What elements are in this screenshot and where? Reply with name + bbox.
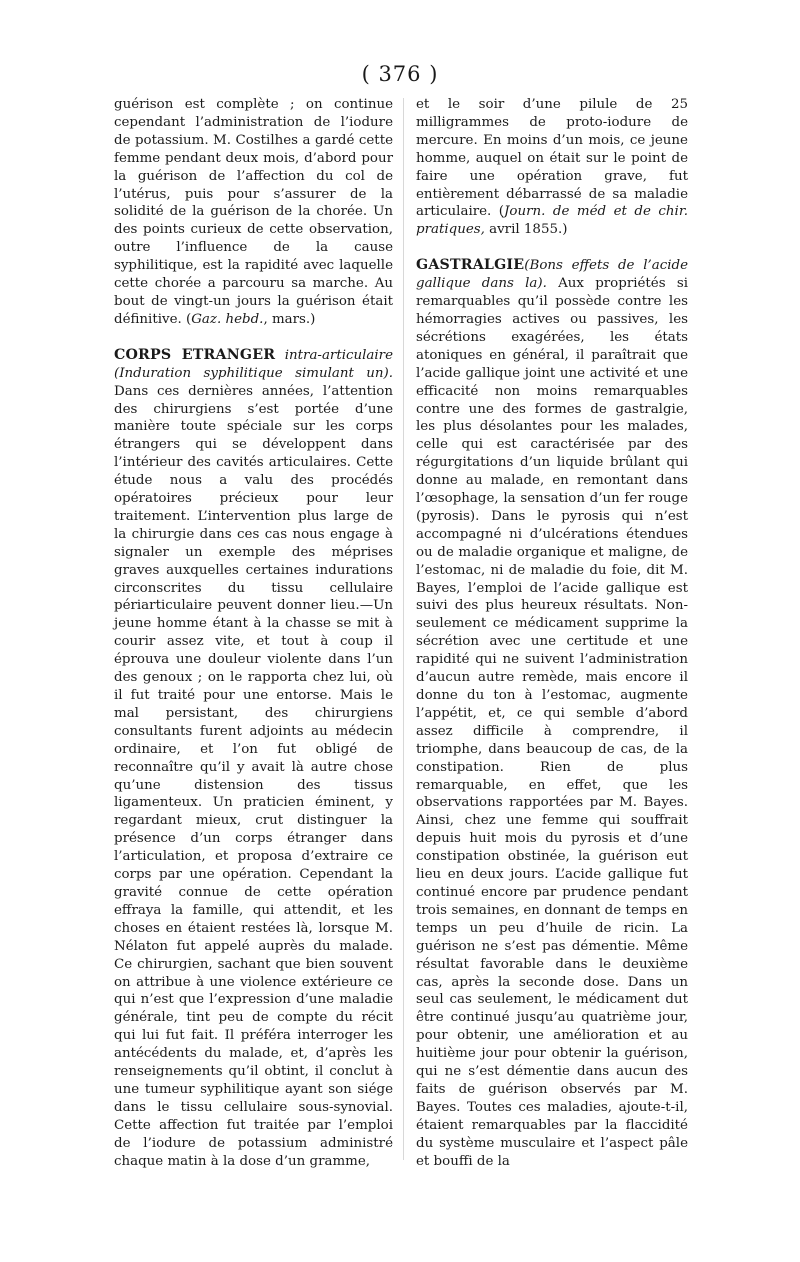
column-separator xyxy=(403,98,404,1160)
left-continuation-tail: , mars.) xyxy=(263,311,316,327)
article-body-corps-etranger: Dans ces dernières années, l’attention des chirurgiens s’est portée d’une manière toute spéciale sur les corps étrangers qui se développent dans l’intérieur des cavités articulaires. Cette étude nous a valu des procédés opératoires précieux pour leur traitement. L’intervention plus large de la chirurgie dans ces cas nous engage à signaler un exemple des méprises graves auxquelles certaines indurations circonscrites du tissu cellulaire périarticulaire peuvent donner lieu.—Un jeune homme étant à la chasse se mit à courir assez vite, et tout à coup il éprouva une douleur violente dans l’un des genoux ; on le rapporta chez lui, où il fut traité pour une entorse. Mais le mal persistant, des chirurgiens consultants furent adjoints au médecin ordinaire, et l’on fut obligé de reconnaître qu’il y avait là autre chose qu’une distension des tissus ligamenteux. Un praticien éminent, y regardant mieux, crut distinguer la présence d’un corps étranger dans l’articulation, et proposa d’extraire ce corps par une opération. Cependant la gravité connue de cette opération effraya la famille, qui attendit, et les choses en étaient restées là, lorsque M. Nélaton fut appelé auprès du malade. Ce chirurgien, sachant que bien souvent on attribue à une violence extérieure ce qui n’est que l’expression d’une maladie générale, tint peu de compte du récit qui lui fut fait. Il préféra interroger les antécédents du malade, et, d’après les renseignements qu’il obtint, il conclut à une tumeur syphilitique ayant son siége dans le tissu cellulaire sous-synovial. Cette affection fut traitée par l’emploi de l’iodure de potassium administré chaque matin à la dose d’un gramme, xyxy=(114,383,393,1169)
left-column xyxy=(114,96,393,1170)
right-continuation-paragraph xyxy=(416,96,688,239)
right-continuation-text: et le soir d’une pilule de 25 milligrammes de proto-iodure de mercure. En moins d’un mois, ce jeune homme, auquel on était sur le point de faire une opération grave, fut entièrement débarrassé de sa maladie articulaire. ( xyxy=(416,97,688,220)
article-subtitle-corps-etranger: intra-articulaire (Induration syphilitique simulant un). xyxy=(114,347,393,381)
article-title-gastralgie: GASTRALGIE xyxy=(416,257,525,274)
right-continuation-source: Journ. de méd et de chir. pratiques, xyxy=(416,204,688,238)
right-column xyxy=(416,96,688,1170)
article-gastralgie xyxy=(416,257,688,1170)
article-title-corps-etranger: CORPS ETRANGER xyxy=(114,346,276,363)
page-number: ( 376 ) xyxy=(361,62,439,86)
article-body-gastralgie: Aux propriétés si remarquables qu’il possède contre les hémorragies actives ou passives, les sécrétions exagérées, les états atoniques en général, il paraîtrait que l’acide gallique joint une activité et une efficacité non moins remarquables contre une des formes de gastralgie, les plus désolantes pour les malades, celle qui est caractérisée par des régurgitations d’un liquide brûlant qui donne au malade, en remontant dans l’œsophage, la sensation d’un fer rouge (pyrosis). Dans le pyrosis qui n’est accompagné ni d’ulcérations étendues ou de maladie organique et maligne, de l’estomac, ni de maladie du foie, dit M. Bayes, l’emploi de l’acide gallique est suivi des plus heureux résultats. Non-seulement ce médicament supprime la sécrétion avec une certitude et une rapidité qui ne suivent l’administration d’aucun autre remède, mais encore il donne du ton à l’estomac, augmente l’appétit, et, ce qui semble d’abord assez difficile à comprendre, il triomphe, dans beaucoup de cas, de la constipation. Rien de plus remarquable, en effet, que les observations rapportées par M. Bayes. Ainsi, chez une femme qui souffrait depuis huit mois du pyrosis et d’une constipation obstinée, la guérison eut lieu en deux jours. L’acide gallique fut continué encore par prudence pendant trois semaines, en donnant de temps en temps un peu d’huile de ricin. La guérison ne s’est pas démentie. Même résultat favorable dans le deuxième cas, après la seconde dose. Dans un seul cas seulement, le médicament dut être continué jusqu’au quatrième jour, pour obtenir, une amélioration et au huitième jour pour obtenir la guérison, qui ne s’est démentie dans aucun des faits de guérison observés par M. Bayes. Toutes ces maladies, ajoute-t-il, étaient remarquables par la flaccidité du système musculaire et l’aspect pâle et bouffi de la xyxy=(416,276,689,1169)
article-subtitle-gastralgie: (Bons effets de l’acide gallique dans la). xyxy=(416,258,688,292)
left-continuation-source: Gaz. hebd. xyxy=(191,311,264,327)
left-continuation-paragraph xyxy=(114,96,393,329)
left-continuation-text: guérison est complète ; on continue cependant l’administration de l’iodure de potassium. M. Costilhes a gardé cette femme pendant deux mois, d’abord pour la guérison de l’affection du col de l’utérus, puis pour s’assurer de la solidité de la guérison de la chorée. Un des points curieux de cette observation, outre l’influence de la cause syphilitique, est la rapidité avec laquelle cette chorée a parcouru sa marche. Au bout de vingt-un jours la guérison était définitive. ( xyxy=(114,97,393,327)
right-continuation-tail: avril 1855.) xyxy=(484,222,568,238)
article-corps-etranger xyxy=(114,347,393,1171)
